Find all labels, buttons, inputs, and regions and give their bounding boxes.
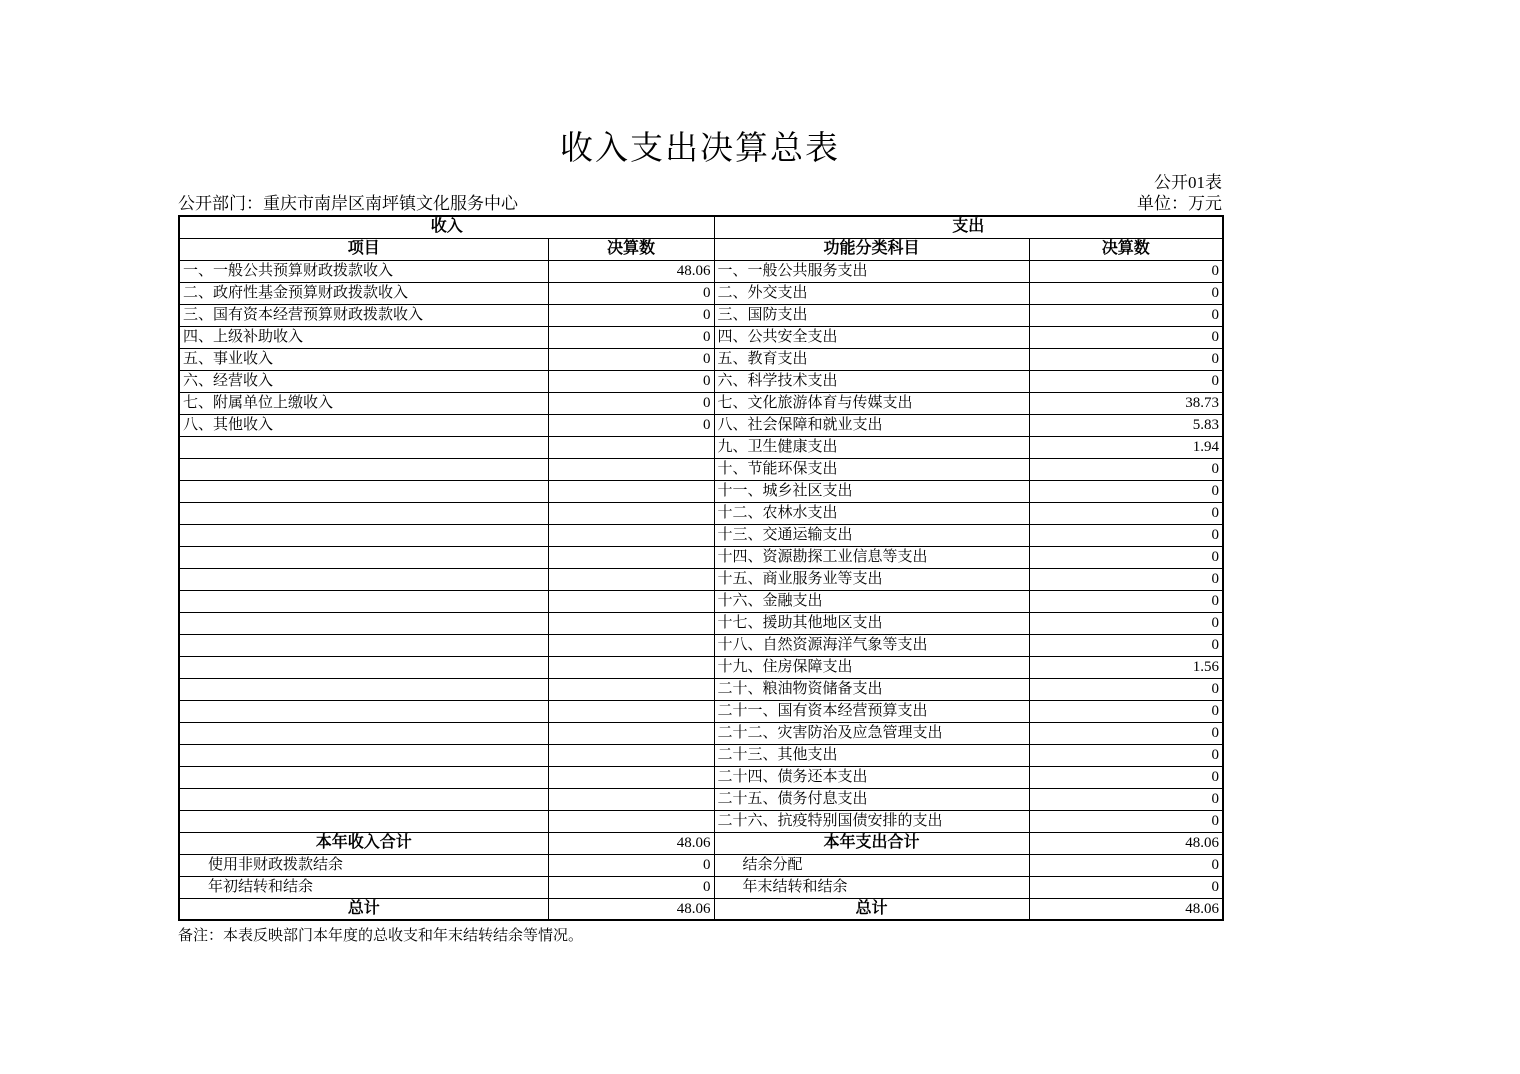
income-value-cell: 0 <box>548 282 714 304</box>
expense-item-cell: 十五、商业服务业等支出 <box>714 568 1029 590</box>
table-row <box>179 634 1223 656</box>
income-value-column-header: 决算数 <box>548 238 714 260</box>
income-item-cell <box>179 700 548 722</box>
income-item-cell <box>179 722 548 744</box>
income-item-column-header: 项目 <box>179 238 548 260</box>
page-title: 收入支出决算总表 <box>560 131 840 167</box>
expense-item-column-header: 功能分类科目 <box>714 238 1029 260</box>
income-item-cell <box>179 480 548 502</box>
expense-value-cell: 0 <box>1029 282 1223 304</box>
income-value-cell: 0 <box>548 370 714 392</box>
table-row <box>179 678 1223 700</box>
expense-value-cell: 0 <box>1029 458 1223 480</box>
income-item-cell: 二、政府性基金预算财政拨款收入 <box>179 282 548 304</box>
expense-item-cell: 九、卫生健康支出 <box>714 436 1029 458</box>
income-item-cell: 七、附属单位上缴收入 <box>179 392 548 414</box>
income-item-cell <box>179 810 548 832</box>
income-item-cell <box>179 568 548 590</box>
income-value-cell <box>548 568 714 590</box>
income-value-cell: 0 <box>548 326 714 348</box>
expense-item-cell: 二十三、其他支出 <box>714 744 1029 766</box>
expense-value-cell: 0 <box>1029 546 1223 568</box>
income-item-cell: 三、国有资本经营预算财政拨款收入 <box>179 304 548 326</box>
table-row <box>179 414 1223 436</box>
expense-item-cell: 二十六、抗疫特别国债安排的支出 <box>714 810 1029 832</box>
table-row <box>179 260 1223 282</box>
income-value-cell <box>548 458 714 480</box>
expense-value-cell: 0 <box>1029 480 1223 502</box>
income-value-cell <box>548 436 714 458</box>
income-value-cell <box>548 590 714 612</box>
expense-value-cell: 0 <box>1029 370 1223 392</box>
income-value-cell <box>548 656 714 678</box>
table-row <box>179 392 1223 414</box>
table-row <box>179 744 1223 766</box>
meta-line <box>178 193 1222 214</box>
expense-value-cell: 0 <box>1029 590 1223 612</box>
expense-item-cell: 一、一般公共服务支出 <box>714 260 1029 282</box>
budget-table <box>178 215 1224 921</box>
table-row <box>179 458 1223 480</box>
expense-value-cell: 5.83 <box>1029 414 1223 436</box>
summary-row <box>179 832 1223 854</box>
expense-item-cell: 二十五、债务付息支出 <box>714 788 1029 810</box>
document-page <box>178 0 1222 946</box>
income-summary-value-cell: 48.06 <box>548 832 714 854</box>
expense-value-cell: 0 <box>1029 304 1223 326</box>
income-item-cell <box>179 524 548 546</box>
expense-item-cell: 十二、农林水支出 <box>714 502 1029 524</box>
expense-value-cell: 0 <box>1029 524 1223 546</box>
expense-value-cell: 0 <box>1029 634 1223 656</box>
expense-item-cell: 十四、资源勘探工业信息等支出 <box>714 546 1029 568</box>
income-value-cell <box>548 546 714 568</box>
expense-summary-label-cell: 本年支出合计 <box>714 832 1029 854</box>
income-item-cell: 六、经营收入 <box>179 370 548 392</box>
expense-summary-label-cell: 总计 <box>714 898 1029 920</box>
column-header-row <box>179 238 1223 260</box>
expense-value-cell: 0 <box>1029 612 1223 634</box>
expense-item-cell: 八、社会保障和就业支出 <box>714 414 1029 436</box>
expense-summary-value-cell: 48.06 <box>1029 832 1223 854</box>
income-value-cell: 0 <box>548 348 714 370</box>
income-value-cell <box>548 810 714 832</box>
expense-value-cell: 0 <box>1029 744 1223 766</box>
footnote: 备注：本表反映部门本年度的总收支和年末结转结余等情况。 <box>178 928 584 944</box>
expense-value-cell: 0 <box>1029 502 1223 524</box>
expense-value-cell: 0 <box>1029 348 1223 370</box>
income-summary-value-cell: 0 <box>548 876 714 898</box>
expense-section-header: 支出 <box>714 216 1223 238</box>
income-item-cell <box>179 788 548 810</box>
unit-label: 单位：万元 <box>1137 194 1222 213</box>
table-row <box>179 326 1223 348</box>
income-summary-label-cell: 年初结转和结余 <box>179 876 548 898</box>
expense-item-cell: 五、教育支出 <box>714 348 1029 370</box>
expense-value-cell: 0 <box>1029 326 1223 348</box>
income-value-cell <box>548 524 714 546</box>
expense-value-cell: 38.73 <box>1029 392 1223 414</box>
income-section-header: 收入 <box>179 216 714 238</box>
table-row <box>179 480 1223 502</box>
income-value-cell: 0 <box>548 392 714 414</box>
income-value-cell <box>548 766 714 788</box>
expense-value-cell: 0 <box>1029 766 1223 788</box>
income-value-cell <box>548 480 714 502</box>
table-row <box>179 568 1223 590</box>
expense-value-cell: 0 <box>1029 722 1223 744</box>
income-item-cell <box>179 590 548 612</box>
income-summary-value-cell: 0 <box>548 854 714 876</box>
expense-item-cell: 二十一、国有资本经营预算支出 <box>714 700 1029 722</box>
income-value-cell: 0 <box>548 414 714 436</box>
expense-value-cell: 0 <box>1029 678 1223 700</box>
table-row <box>179 700 1223 722</box>
expense-item-cell: 十三、交通运输支出 <box>714 524 1029 546</box>
expense-item-cell: 二十二、灾害防治及应急管理支出 <box>714 722 1029 744</box>
table-row <box>179 722 1223 744</box>
income-item-cell: 八、其他收入 <box>179 414 548 436</box>
table-row <box>179 370 1223 392</box>
table-row <box>179 546 1223 568</box>
income-item-cell <box>179 656 548 678</box>
expense-item-cell: 十一、城乡社区支出 <box>714 480 1029 502</box>
income-summary-label-cell: 本年收入合计 <box>179 832 548 854</box>
table-row <box>179 766 1223 788</box>
expense-value-cell: 0 <box>1029 788 1223 810</box>
table-row <box>179 590 1223 612</box>
table-row <box>179 656 1223 678</box>
expense-summary-value-cell: 0 <box>1029 876 1223 898</box>
income-item-cell <box>179 502 548 524</box>
income-item-cell <box>179 612 548 634</box>
expense-value-cell: 0 <box>1029 810 1223 832</box>
income-item-cell: 五、事业收入 <box>179 348 548 370</box>
table-row <box>179 612 1223 634</box>
expense-item-cell: 十七、援助其他地区支出 <box>714 612 1029 634</box>
expense-value-cell: 0 <box>1029 260 1223 282</box>
expense-summary-value-cell: 0 <box>1029 854 1223 876</box>
expense-item-cell: 十六、金融支出 <box>714 590 1029 612</box>
expense-item-cell: 二十四、债务还本支出 <box>714 766 1029 788</box>
table-row <box>179 282 1223 304</box>
income-value-cell <box>548 744 714 766</box>
summary-row <box>179 898 1223 920</box>
income-value-cell <box>548 634 714 656</box>
table-row <box>179 788 1223 810</box>
income-value-cell <box>548 502 714 524</box>
expense-item-cell: 十八、自然资源海洋气象等支出 <box>714 634 1029 656</box>
income-value-cell <box>548 722 714 744</box>
table-body <box>179 260 1223 920</box>
expense-item-cell: 四、公共安全支出 <box>714 326 1029 348</box>
expense-value-cell: 0 <box>1029 568 1223 590</box>
income-value-cell <box>548 788 714 810</box>
income-item-cell: 一、一般公共预算财政拨款收入 <box>179 260 548 282</box>
table-row <box>179 436 1223 458</box>
expense-summary-value-cell: 48.06 <box>1029 898 1223 920</box>
section-header-row <box>179 216 1223 238</box>
income-value-cell <box>548 700 714 722</box>
table-row <box>179 524 1223 546</box>
income-summary-value-cell: 48.06 <box>548 898 714 920</box>
table-row <box>179 304 1223 326</box>
income-value-cell <box>548 612 714 634</box>
summary-row <box>179 876 1223 898</box>
income-value-cell <box>548 678 714 700</box>
income-item-cell <box>179 458 548 480</box>
expense-item-cell: 六、科学技术支出 <box>714 370 1029 392</box>
department-label: 公开部门：重庆市南岸区南坪镇文化服务中心 <box>178 194 518 213</box>
expense-item-cell: 七、文化旅游体育与传媒支出 <box>714 392 1029 414</box>
income-item-cell <box>179 766 548 788</box>
table-row <box>179 502 1223 524</box>
income-value-cell: 48.06 <box>548 260 714 282</box>
income-item-cell <box>179 436 548 458</box>
table-row <box>179 810 1223 832</box>
income-summary-label-cell: 总计 <box>179 898 548 920</box>
expense-value-column-header: 决算数 <box>1029 238 1223 260</box>
income-item-cell: 四、上级补助收入 <box>179 326 548 348</box>
income-summary-label-cell: 使用非财政拨款结余 <box>179 854 548 876</box>
expense-value-cell: 1.94 <box>1029 436 1223 458</box>
income-value-cell: 0 <box>548 304 714 326</box>
income-item-cell <box>179 678 548 700</box>
expense-item-cell: 三、国防支出 <box>714 304 1029 326</box>
income-item-cell <box>179 546 548 568</box>
expense-summary-label-cell: 结余分配 <box>714 854 1029 876</box>
expense-item-cell: 二、外交支出 <box>714 282 1029 304</box>
expense-item-cell: 十九、住房保障支出 <box>714 656 1029 678</box>
expense-value-cell: 1.56 <box>1029 656 1223 678</box>
expense-item-cell: 二十、粮油物资储备支出 <box>714 678 1029 700</box>
table-row <box>179 348 1223 370</box>
income-item-cell <box>179 634 548 656</box>
income-item-cell <box>179 744 548 766</box>
expense-item-cell: 十、节能环保支出 <box>714 458 1029 480</box>
expense-value-cell: 0 <box>1029 700 1223 722</box>
summary-row <box>179 854 1223 876</box>
table-code: 公开01表 <box>1154 173 1222 192</box>
expense-summary-label-cell: 年末结转和结余 <box>714 876 1029 898</box>
